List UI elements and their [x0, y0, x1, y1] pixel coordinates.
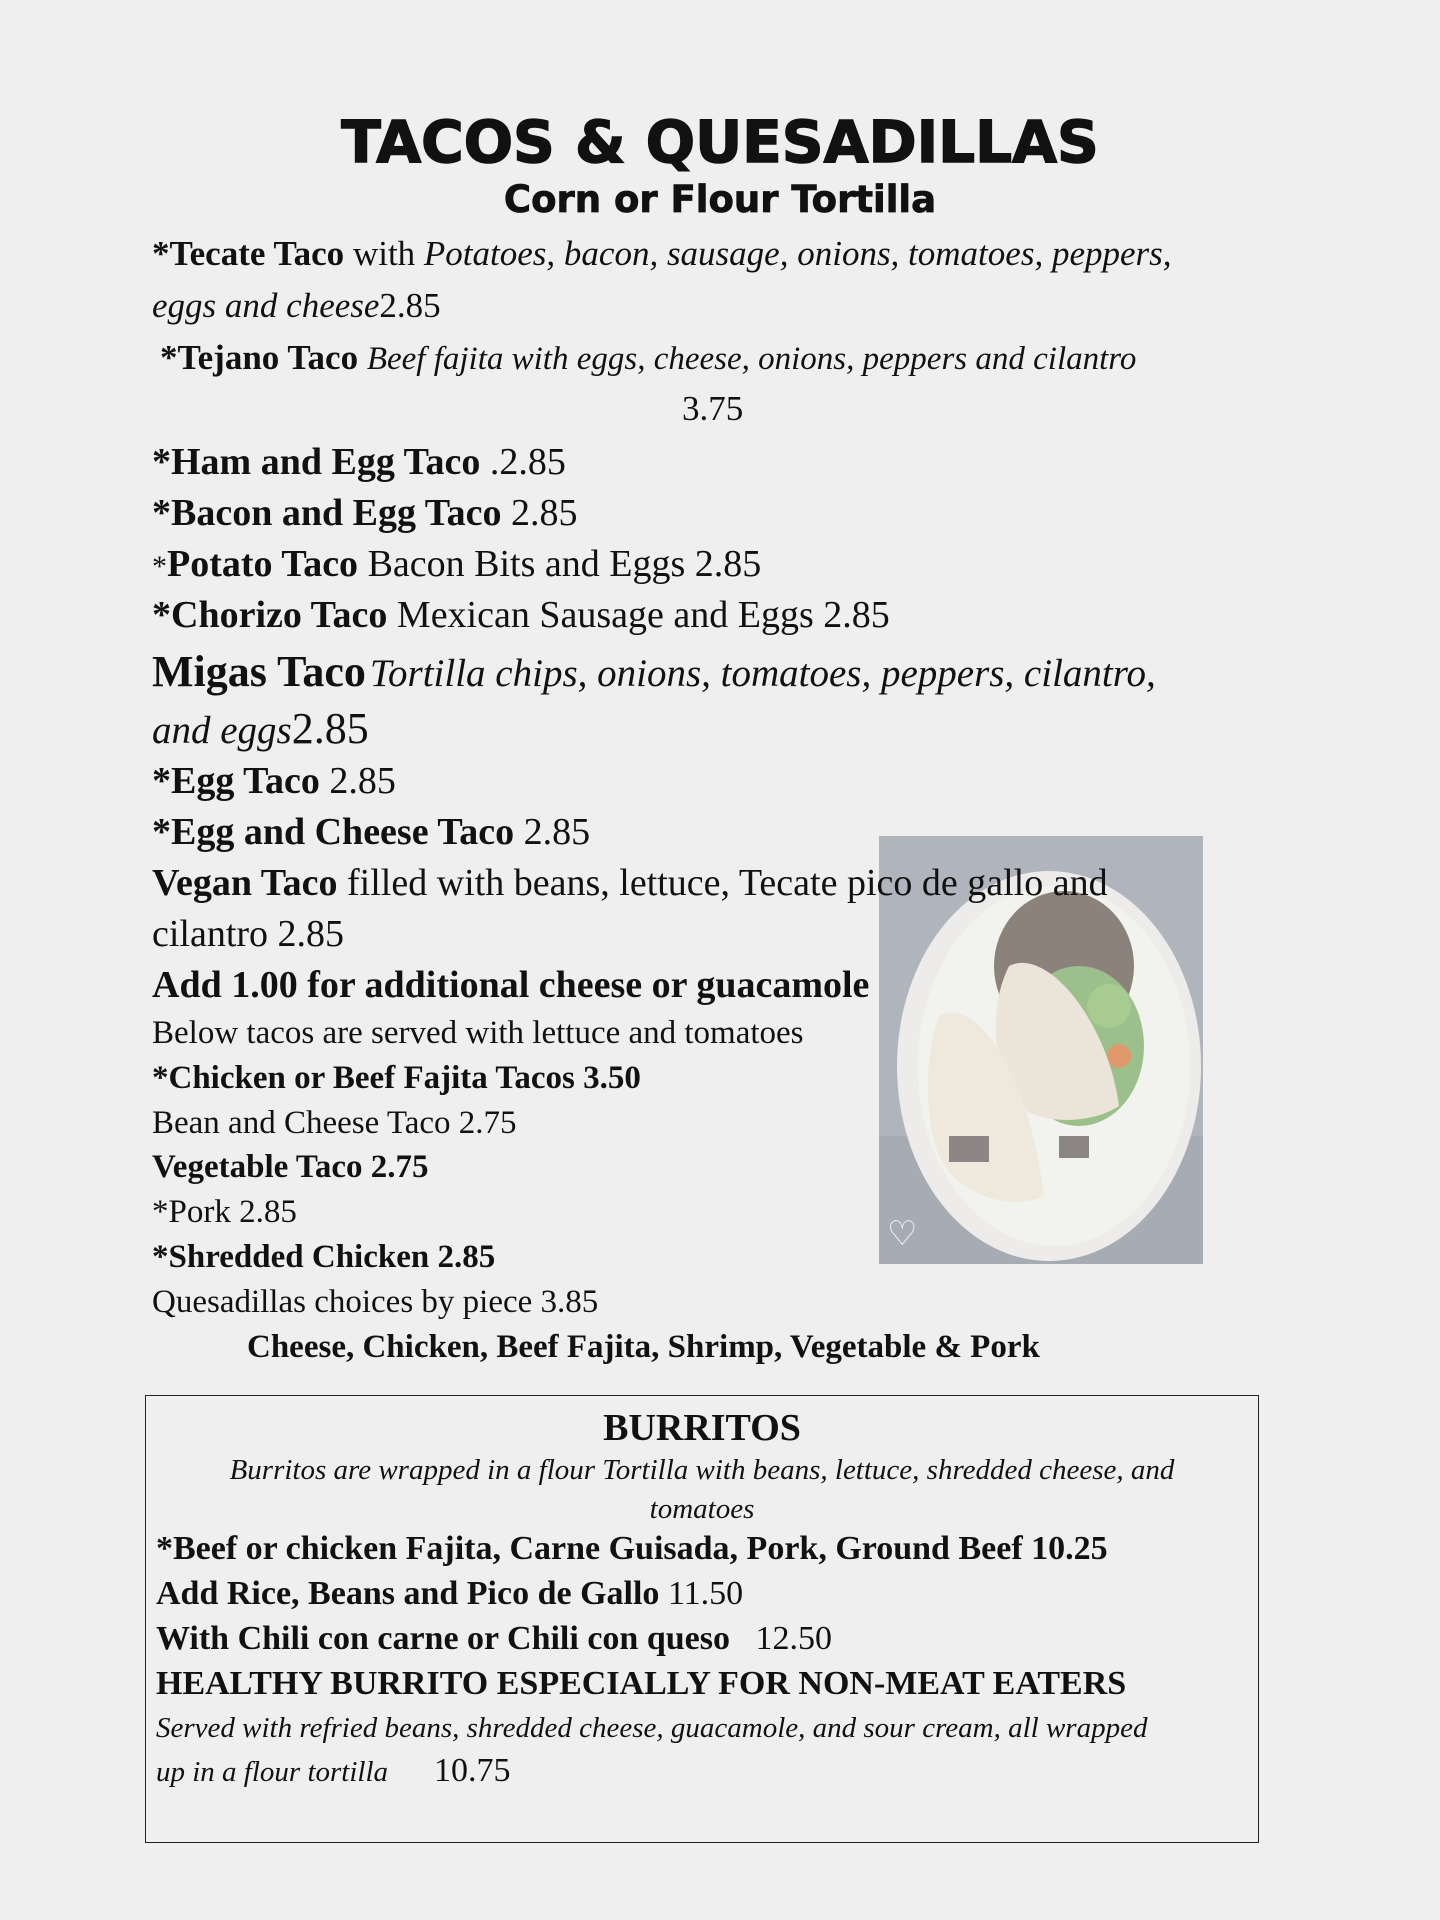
item-price: 2.85 — [379, 286, 441, 325]
burritos-intro-line1: Burritos are wrapped in a flour Tortilla with beans, lettuce, shredded cheese, and — [229, 1454, 1175, 1486]
item-name: *Chorizo Taco — [152, 594, 388, 636]
item-price: 2.85 — [523, 811, 591, 853]
item-desc: Bacon Bits and Eggs 2.85 — [367, 543, 762, 585]
item-name: *Ham and Egg Taco — [152, 441, 481, 483]
item-name: *Egg and Cheese Taco — [152, 811, 515, 853]
healthy-burrito-desc-line1: Served with refried beans, shredded cheese, guacamole, and sour cream, all wrapped — [156, 1712, 1148, 1744]
item-name: With Chili con carne or Chili con queso — [156, 1620, 730, 1657]
quesadillas-price: Quesadillas choices by piece 3.85 — [152, 1284, 599, 1320]
burrito-meat-options: *Beef or chicken Fajita, Carne Guisada, Pork, Ground Beef 10.25 — [156, 1530, 1108, 1567]
item-price: .2.85 — [489, 441, 566, 483]
item-name: *Egg Taco — [152, 760, 320, 802]
item-desc: Tortilla chips, onions, tomatoes, peppers, cilantro, — [369, 652, 1156, 695]
item-desc: filled with beans, lettuce, Tecate pico de gallo and — [347, 862, 1108, 904]
tejano-taco-line — [160, 338, 1136, 378]
menu-title: TACOS & QUESADILLAS — [341, 108, 1099, 176]
ham-egg-taco — [152, 440, 566, 484]
item-price: 2.85 — [291, 704, 369, 753]
potato-taco — [152, 542, 761, 586]
tecate-taco-line2 — [152, 286, 441, 326]
item-desc: and eggs — [152, 709, 292, 752]
item-desc: Mexican Sausage and Eggs 2.85 — [396, 594, 890, 636]
migas-taco-line2 — [152, 703, 369, 754]
burritos-section — [145, 1395, 1259, 1843]
item-name: *Bacon and Egg Taco — [152, 492, 502, 534]
tecate-taco-line1 — [152, 234, 1172, 274]
served-note: Below tacos are served with lettuce and tomatoes — [152, 1015, 804, 1051]
item-price: 10.75 — [434, 1752, 511, 1789]
item-desc: up in a flour tortilla — [156, 1756, 389, 1788]
egg-cheese-taco — [152, 810, 590, 854]
item-price: 11.50 — [667, 1575, 744, 1612]
item-name: Migas Taco — [152, 647, 366, 696]
chorizo-taco — [152, 593, 890, 637]
healthy-burrito-desc-line2 — [156, 1752, 511, 1790]
burrito-chili — [156, 1620, 832, 1658]
burritos-intro-line2: tomatoes — [649, 1493, 755, 1525]
pork-taco: *Pork 2.85 — [152, 1194, 297, 1230]
item-name: *Tejano Taco — [160, 338, 359, 377]
bacon-egg-taco — [152, 491, 578, 535]
item-price: 2.85 — [511, 492, 578, 534]
burrito-add-rice — [156, 1575, 743, 1613]
item-price: 2.85 — [329, 760, 396, 802]
shredded-chicken-taco: *Shredded Chicken 2.85 — [152, 1239, 496, 1275]
heart-icon[interactable]: ♡ — [887, 1214, 918, 1254]
bean-cheese-taco: Bean and Cheese Taco 2.75 — [152, 1105, 517, 1141]
burritos-heading: BURRITOS — [603, 1407, 801, 1449]
item-desc: Potatoes, bacon, sausage, onions, tomatoes, peppers, — [423, 234, 1172, 273]
vegetable-taco: Vegetable Taco 2.75 — [152, 1149, 429, 1185]
item-text: with — [352, 234, 416, 273]
menu-subtitle: Corn or Flour Tortilla — [503, 178, 937, 221]
item-name: Potato Taco — [167, 543, 359, 585]
quesadilla-choices: Cheese, Chicken, Beef Fajita, Shrimp, Vegetable & Pork — [247, 1329, 1040, 1365]
item-name: Vegan Taco — [152, 862, 338, 904]
healthy-burrito-heading: HEALTHY BURRITO ESPECIALLY FOR NON-MEAT EATERS — [156, 1665, 1127, 1702]
vegan-taco-line2: cilantro 2.85 — [152, 913, 345, 955]
egg-taco — [152, 759, 396, 803]
migas-taco-line1 — [152, 646, 1156, 697]
fajita-tacos: *Chicken or Beef Fajita Tacos 3.50 — [152, 1060, 641, 1096]
item-price: 12.50 — [755, 1620, 832, 1657]
addon-note: Add 1.00 for additional cheese or guacamole — [152, 964, 870, 1006]
item-desc: eggs and cheese — [152, 286, 380, 325]
item-desc: Beef fajita with eggs, cheese, onions, peppers and cilantro — [366, 341, 1137, 377]
item-star: * — [152, 550, 167, 583]
item-name: Add Rice, Beans and Pico de Gallo — [156, 1575, 660, 1612]
vegan-taco-line1 — [152, 861, 1108, 905]
item-name: *Tecate Taco — [152, 234, 345, 273]
tejano-taco-price: 3.75 — [682, 389, 744, 428]
